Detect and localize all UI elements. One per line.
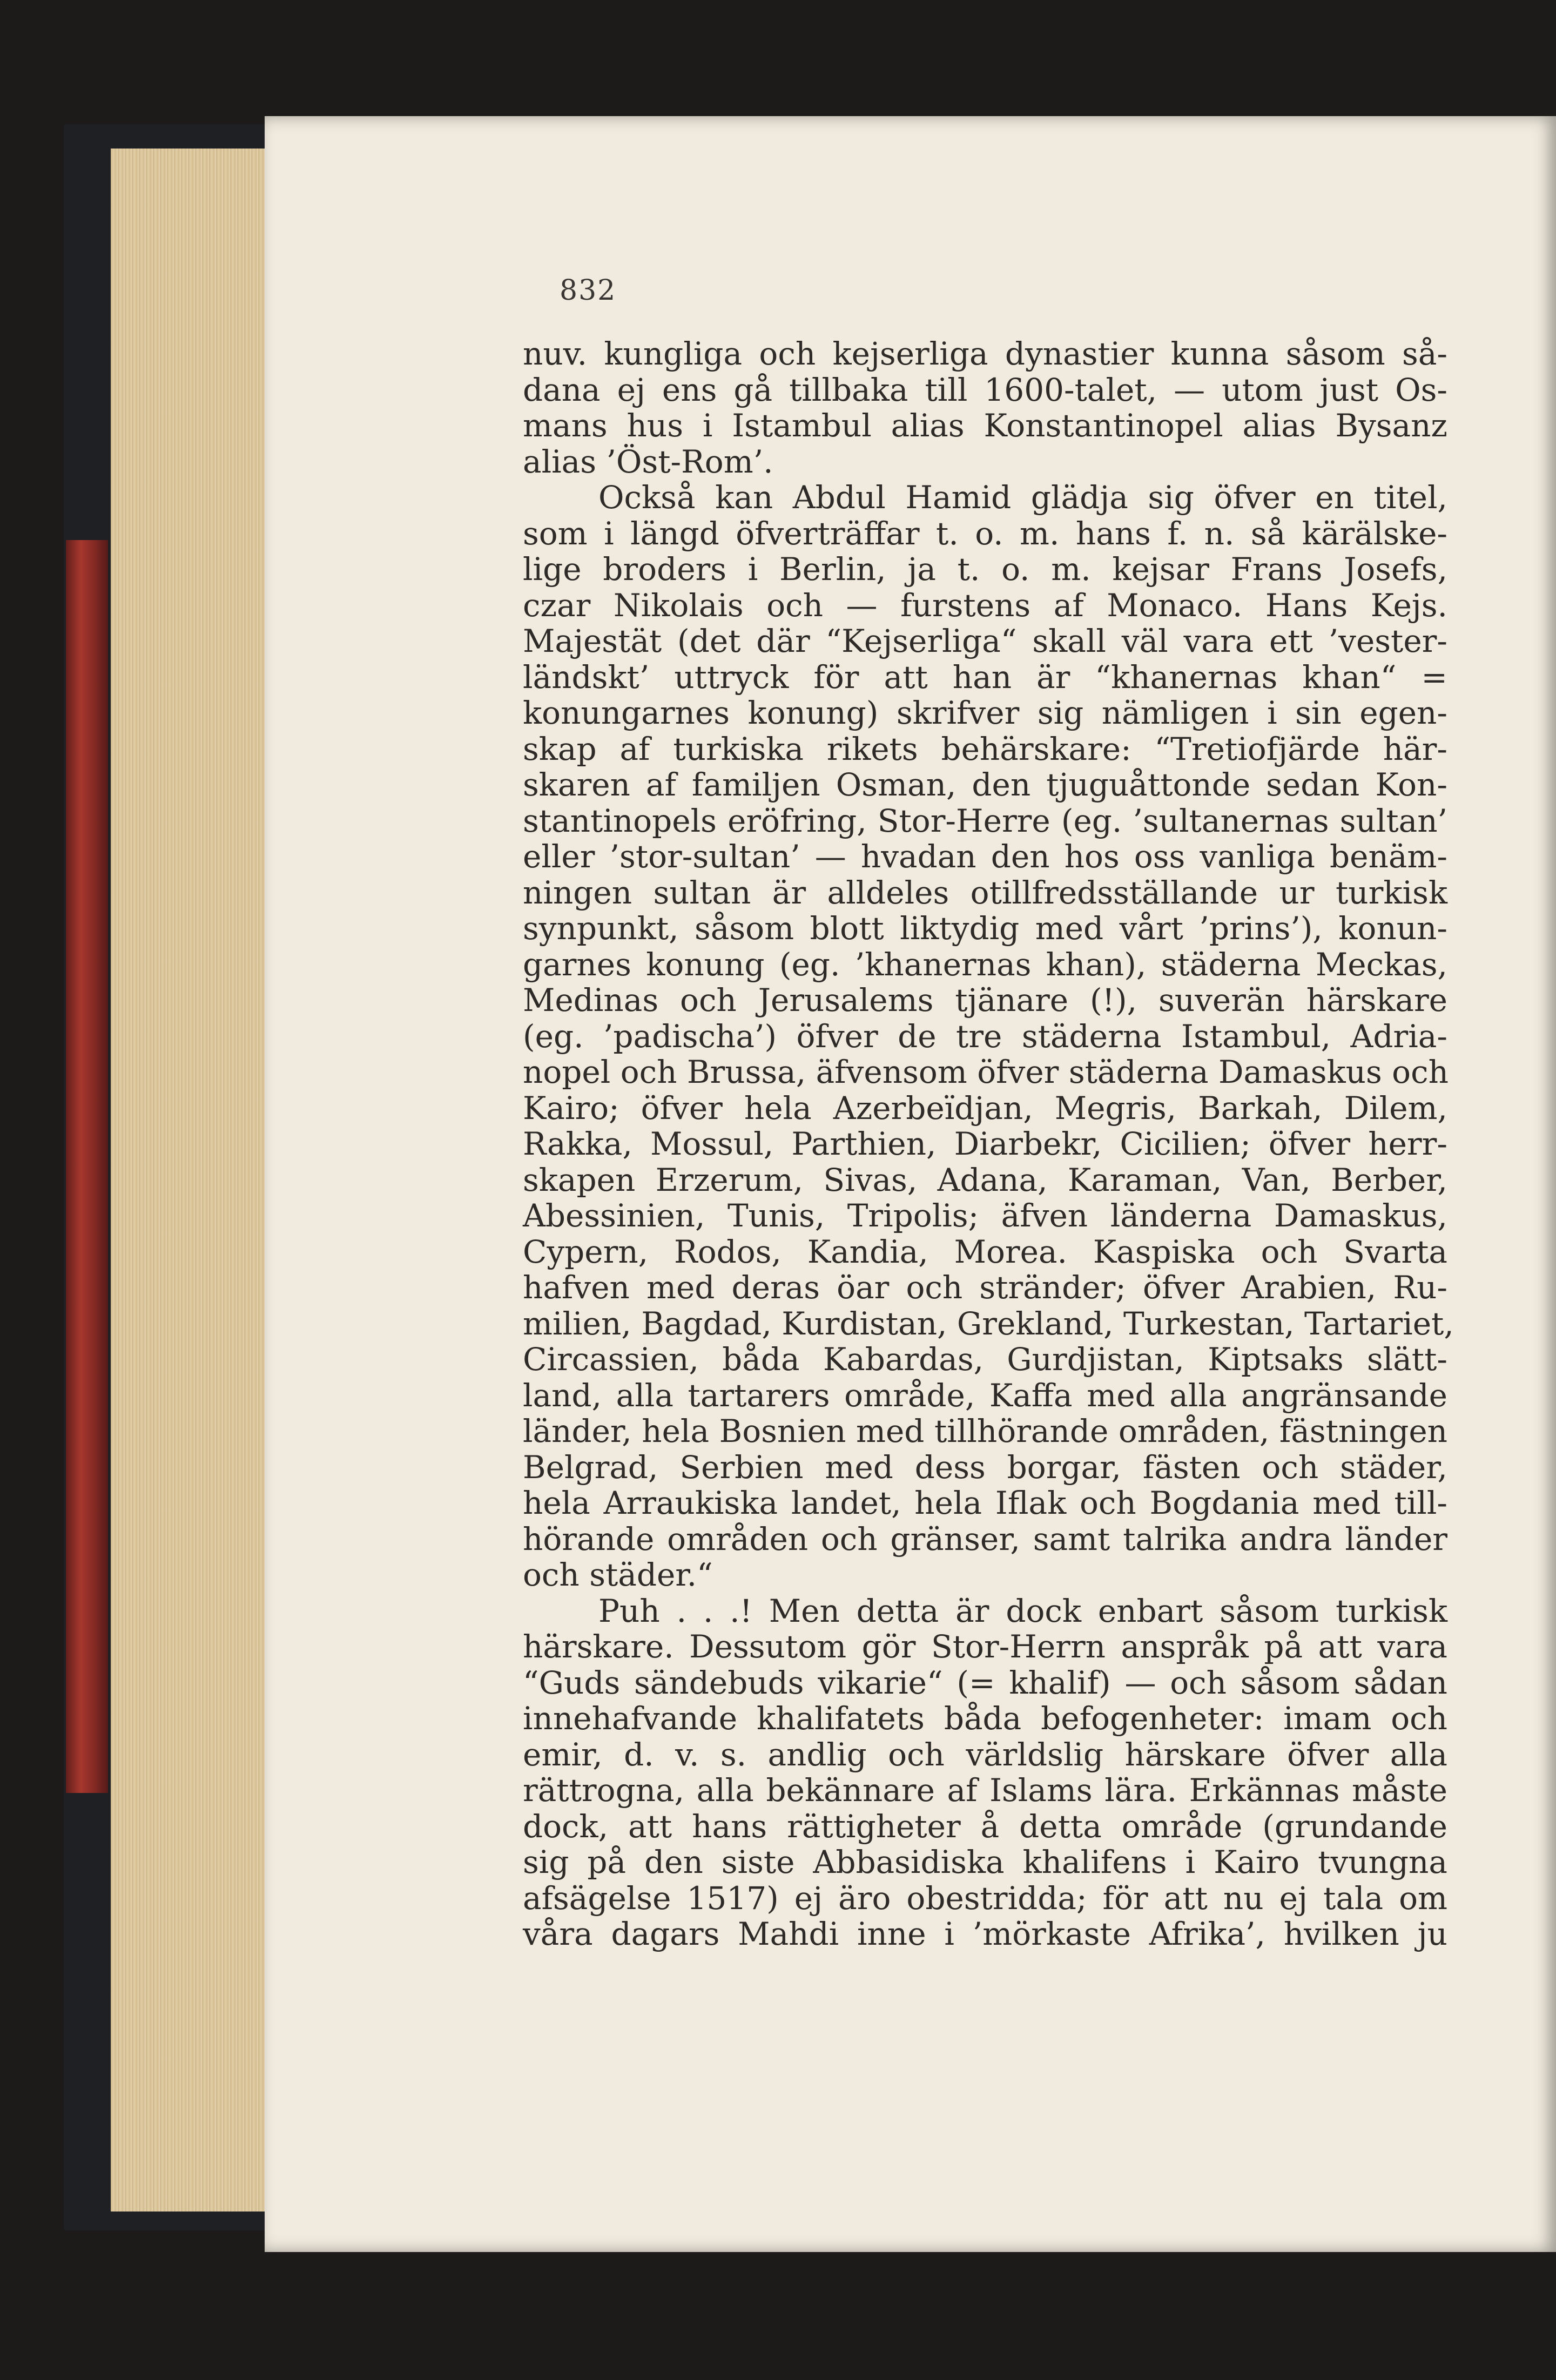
text-line: Circassien, båda Kabardas, Gurdjistan, Kiptsaks slätt- <box>523 1341 1447 1378</box>
text-line: Cypern, Rodos, Kandia, Morea. Kaspiska och Svarta <box>523 1233 1447 1270</box>
text-line: skaren af familjen Osman, den tjuguåttonde sedan Kon- <box>523 766 1447 803</box>
body-text <box>523 335 1454 1952</box>
text-line: våra dagars Mahdi inne i ’mörkaste Afrika’, hvilken ju <box>523 1916 1447 1952</box>
text-line: skapen Erzerum, Sivas, Adana, Karaman, Van, Berber, <box>523 1161 1447 1198</box>
text-line: härskare. Dessutom gör Stor-Herrn anspråk på att vara <box>523 1628 1447 1665</box>
text-line: Medinas och Jerusalems tjänare (!), suverän härskare <box>523 982 1447 1019</box>
text-line: skap af turkiska rikets behärskare: “Tretiofjärde här- <box>523 730 1447 767</box>
text-line: Också kan Abdul Hamid glädja sig öfver en titel, <box>598 479 1447 516</box>
text-line: innehafvande khalifatets båda befogenheter: imam och <box>523 1700 1447 1737</box>
text-line: sig på den siste Abbasidiska khalifens i Kairo tvungna <box>523 1844 1447 1880</box>
text-line: Abessinien, Tunis, Tripolis; äfven länderna Damaskus, <box>523 1197 1447 1234</box>
text-line: synpunkt, såsom blott liktydig med vårt ’prins’), konun- <box>523 910 1447 947</box>
text-line: mans hus i Istambul alias Konstantinopel alias Bysanz <box>523 407 1447 444</box>
text-line: ningen sultan är alldeles otillfredsställande ur turkisk <box>523 874 1447 911</box>
text-line: Majestät (det där “Kejserliga“ skall väl vara ett ’vester- <box>523 623 1447 659</box>
spine-ribbon <box>66 540 108 1793</box>
text-line: emir, d. v. s. andlig och världslig härskare öfver alla <box>523 1736 1447 1773</box>
text-line: Rakka, Mossul, Parthien, Diarbekr, Cicilien; öfver herr- <box>523 1125 1447 1162</box>
text-line: (eg. ’padischa’) öfver de tre städerna Istambul, Adria- <box>523 1017 1447 1055</box>
text-line: nuv. kungliga och kejserliga dynastier kunna såsom så- <box>523 335 1447 372</box>
text-line: eller ’stor-sultan’ — hvadan den hos oss vanliga benäm- <box>523 838 1447 875</box>
page-number: 832 <box>560 274 617 307</box>
text-line: ländskt’ uttryck för att han är “khanernas khan“ = <box>523 658 1447 696</box>
text-line: alias ’Öst-Rom’. <box>523 443 773 480</box>
text-line: stantinopels eröfring, Stor-Herre (eg. ’sultanernas sultan’ <box>523 802 1447 839</box>
text-line: “Guds sändebuds vikarie“ (= khalif) — och såsom sådan <box>523 1664 1447 1701</box>
text-line: hörande områden och gränser, samt talrika andra länder <box>523 1520 1447 1558</box>
text-line: garnes konung (eg. ’khanernas khan), städerna Meckas, <box>523 946 1447 983</box>
text-line: czar Nikolais och — furstens af Monaco. Hans Kejs. <box>523 586 1447 624</box>
text-line: Kairo; öfver hela Azerbeïdjan, Megris, Barkah, Dilem, <box>523 1089 1447 1127</box>
text-line: land, alla tartarers område, Kaffa med alla angränsande <box>523 1377 1447 1414</box>
text-line: dana ej ens gå tillbaka till 1600-talet, — utom just Os- <box>523 371 1447 408</box>
text-line: Puh . . .! Men detta är dock enbart såsom turkisk <box>598 1592 1447 1629</box>
text-line: konungarnes konung) skrifver sig nämligen i sin egen- <box>523 695 1447 731</box>
text-line: Belgrad, Serbien med dess borgar, fästen och städer, <box>523 1448 1447 1486</box>
text-line: hela Arraukiska landet, hela Iflak och Bogdania med till- <box>523 1485 1447 1521</box>
text-line: nopel och Brussa, äfvensom öfver städerna Damaskus och <box>523 1054 1449 1090</box>
text-line: och städer.“ <box>523 1556 713 1593</box>
text-line: dock, att hans rättigheter å detta område (grundande <box>523 1808 1447 1845</box>
text-line: milien, Bagdad, Kurdistan, Grekland, Turkestan, Tartariet, <box>523 1305 1454 1342</box>
text-line: lige broders i Berlin, ja t. o. m. kejsar Frans Josefs, <box>523 551 1447 588</box>
text-line: länder, hela Bosnien med tillhörande områden, fästningen <box>523 1413 1447 1449</box>
text-line: rättrogna, alla bekännare af Islams lära. Erkännas måste <box>523 1772 1447 1809</box>
page-edges <box>111 149 273 2212</box>
text-line: afsägelse 1517) ej äro obestridda; för att nu ej tala om <box>523 1879 1447 1917</box>
text-line: som i längd öfverträffar t. o. m. hans f. n. så kärälske- <box>523 515 1447 552</box>
text-line: hafven med deras öar och stränder; öfver Arabien, Ru- <box>523 1269 1447 1306</box>
